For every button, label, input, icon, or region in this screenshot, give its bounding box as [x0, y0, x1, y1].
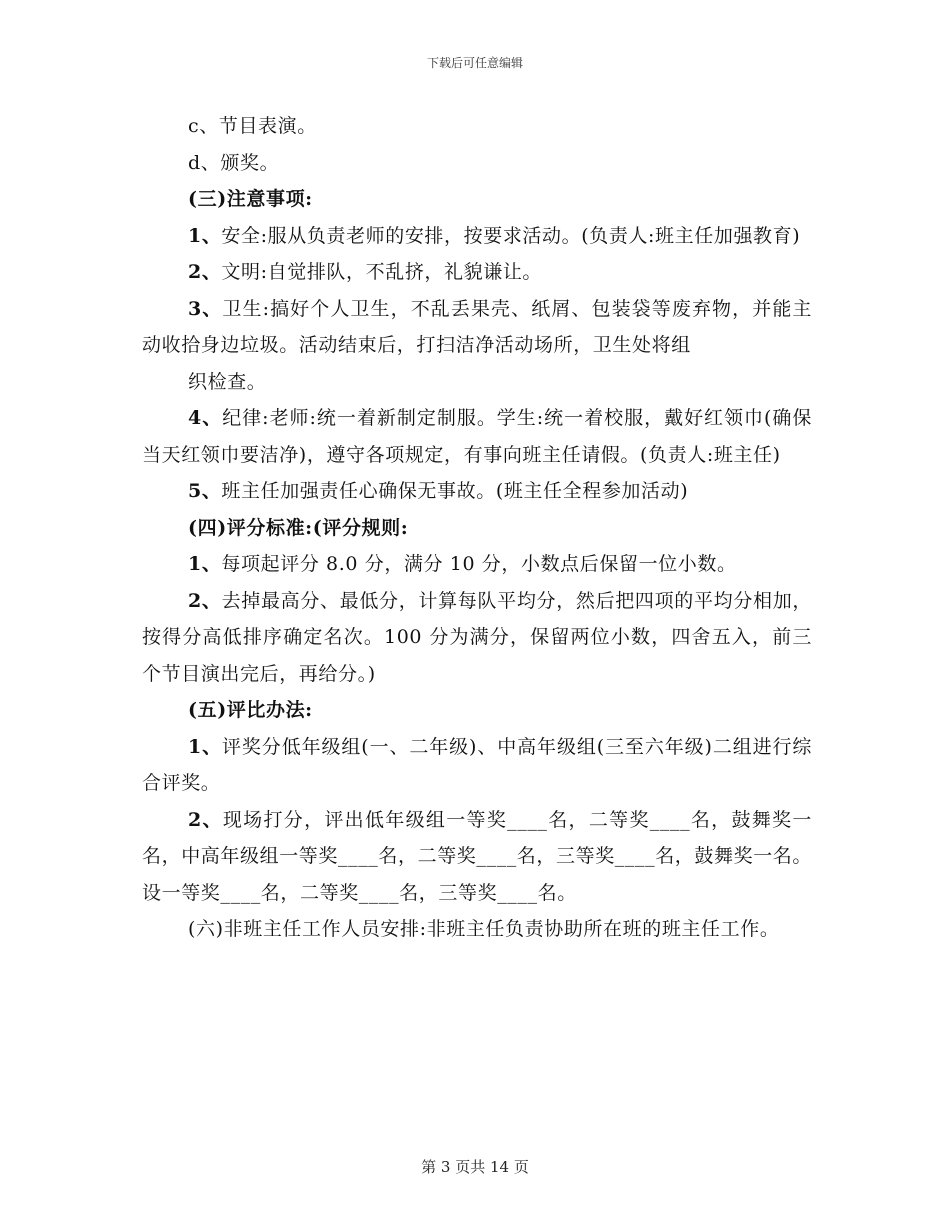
note-4	[142, 400, 812, 473]
note-3	[142, 291, 812, 364]
rule-2-number: 2、	[188, 589, 222, 612]
evaluation-2-text: 现场打分，评出低年级组一等奖____名，二等奖____名，鼓舞奖一名，中高年级组一等奖____名，二等奖____名，三等奖____名，鼓舞奖一名。设一等奖____名，二等奖____名，三等奖____名。	[142, 808, 813, 904]
note-3-continued: 织检查。	[188, 370, 267, 393]
rule-1	[142, 546, 812, 583]
item-d: d、颁奖。	[188, 151, 280, 174]
note-5	[142, 473, 812, 510]
item-c: c、节目表演。	[188, 115, 317, 137]
note-4-text: 纪律:老师:统一着新制定制服。学生:统一着校服，戴好红领巾(确保当天红领巾要洁净)，遵守各项规定，有事向班主任请假。(负责人:班主任)	[142, 407, 812, 466]
note-3-number: 3、	[188, 297, 223, 320]
rule-1-number: 1、	[188, 553, 222, 575]
evaluation-2-number: 2、	[188, 808, 223, 831]
section-heading-5: (五)评比办法:	[188, 699, 313, 721]
evaluation-1-text: 评奖分低年级组(一、二年级)、中高年级组(三至六年级)二组进行综合评奖。	[142, 735, 812, 794]
note-5-number: 5、	[188, 480, 222, 502]
note-2	[142, 254, 812, 291]
section-6-paragraph: (六)非班主任工作人员安排:非班主任负责协助所在班的班主任工作。	[188, 918, 780, 940]
evaluation-1-number: 1、	[188, 735, 223, 758]
evaluation-2	[142, 802, 812, 912]
note-1-number: 1、	[188, 224, 222, 247]
section-heading-3: (三)注意事项:	[188, 188, 313, 210]
page-header: 下载后可任意编辑	[426, 56, 523, 70]
note-1	[142, 218, 812, 255]
note-2-text: 文明:自觉排队，不乱挤，礼貌谦让。	[221, 261, 543, 283]
note-1-text: 安全:服从负责老师的安排，按要求活动。(负责人:班主任加强教育)	[221, 224, 801, 247]
section-heading-4: (四)评分标准:(评分规则:	[188, 516, 409, 539]
note-4-number: 4、	[188, 407, 223, 429]
rule-1-text: 每项起评分 8.0 分，满分 10 分，小数点后保留一位小数。	[221, 553, 737, 575]
document-body	[142, 108, 812, 948]
evaluation-1	[142, 729, 812, 802]
rule-2	[142, 583, 812, 693]
note-3-text: 卫生:搞好个人卫生，不乱丢果壳、纸屑、包装袋等废弃物，并能主动收拾身边垃圾。活动结束后，打扫洁净活动场所，卫生处将组	[142, 297, 813, 356]
page-footer: 第 3 页共 14 页	[421, 1158, 529, 1176]
note-2-number: 2、	[188, 261, 222, 283]
rule-2-text: 去掉最高分、最低分，计算每队平均分，然后把四项的平均分相加，按得分高低排序确定名次。100 分为满分，保留两位小数，四舍五入，前三个节目演出完后，再给分。)	[142, 589, 812, 685]
note-5-text: 班主任加强责任心确保无事故。(班主任全程参加活动)	[221, 480, 689, 502]
